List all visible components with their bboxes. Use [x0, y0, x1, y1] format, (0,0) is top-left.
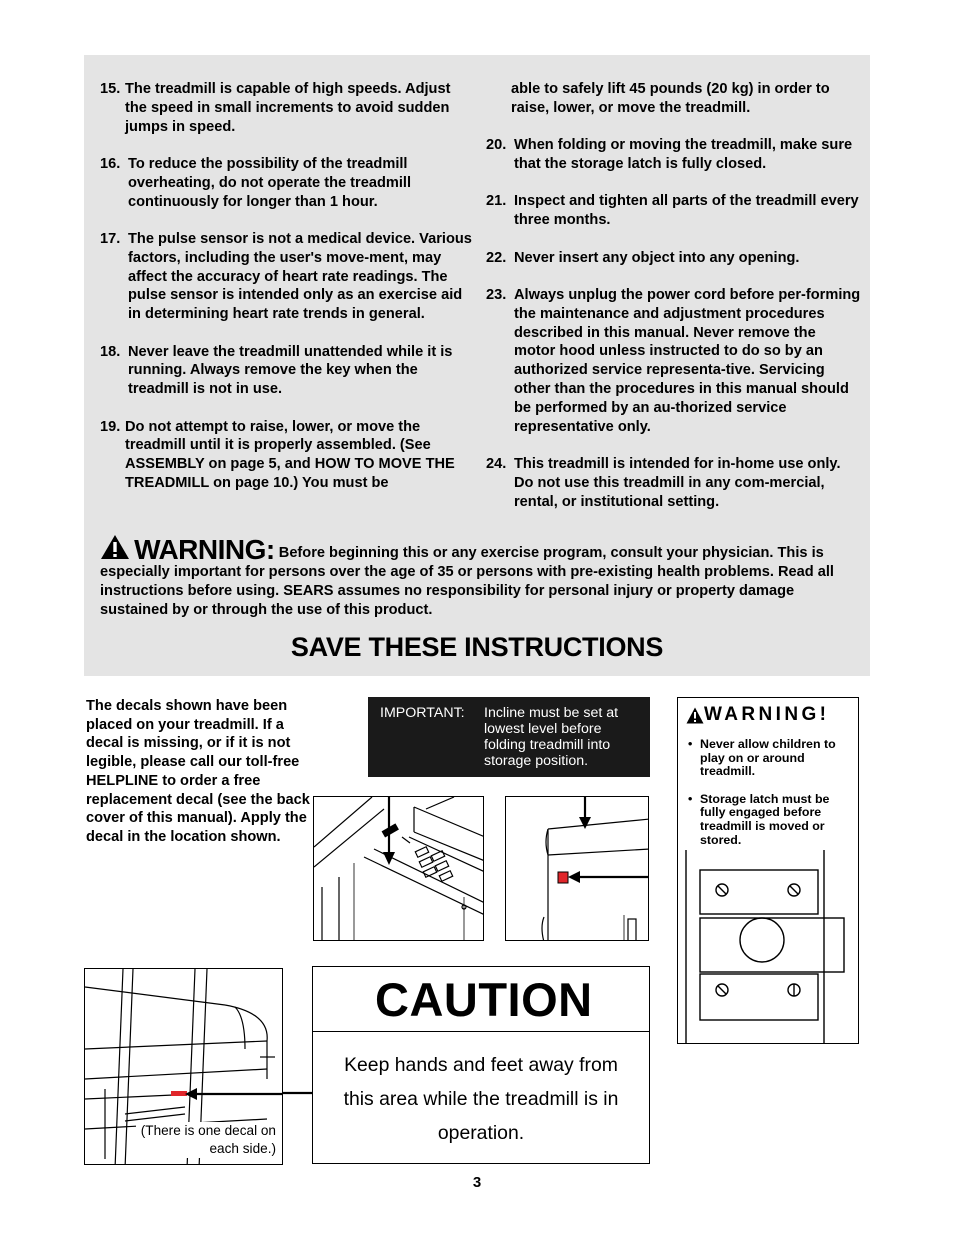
instruction-item — [100, 230, 475, 324]
caution-decal — [312, 966, 650, 1164]
important-label: IMPORTANT: — [380, 705, 465, 721]
instruction-text: Always unplug the power cord before per-forming the maintenance and adjustment procedures described in this manual. Never remove the motor hood unless instructed to do so by an authorized service representa-tive. Servicing other than the procedures in this manual should be performed by an au-thorized service representative only. — [514, 286, 861, 435]
warning-triangle-icon — [686, 707, 704, 724]
console-illustration — [313, 796, 484, 941]
bullet-text: Never allow children to play on or around treadmill. — [700, 737, 836, 779]
caution-text: Keep hands and feet away from this area while the treadmill is in operation. — [343, 1054, 619, 1144]
instruction-number: 23. — [486, 286, 507, 303]
list-item — [688, 738, 856, 779]
frame-illustration — [84, 968, 283, 1165]
instruction-text: To reduce the possibility of the treadmill overheating, do not operate the treadmill continuously for longer than 1 hour. — [128, 155, 411, 210]
page-number: 3 — [472, 1174, 482, 1191]
latch-location-illustration — [505, 796, 649, 941]
instruction-number: 18. — [100, 343, 121, 360]
instruction-text: This treadmill is intended for in-home use only. Do not use this treadmill in any com-mercial, rental, or institutional setting. — [514, 455, 841, 510]
instruction-text: Inspect and tighten all parts of the treadmill every three months. — [514, 193, 859, 229]
caution-pointer-arrow — [283, 1087, 313, 1097]
warning-paragraph — [100, 534, 860, 620]
instruction-number: 24. — [486, 455, 507, 472]
latch-location-drawing — [506, 797, 649, 941]
instruction-number: 16. — [100, 155, 121, 172]
warning-triangle-icon — [100, 534, 130, 560]
instruction-item — [486, 136, 861, 174]
instruction-text: The treadmill is capable of high speeds. Adjust the speed in small increments to avoid sudden jumps in speed. — [125, 81, 451, 135]
instruction-continuation: able to safely lift 45 pounds (20 kg) in order to raise, lower, or move the treadmill. — [511, 81, 830, 116]
instruction-text: Never insert any object into any opening. — [514, 249, 800, 266]
warning-text: Before beginning this or any exercise program, consult your physician. This is especially important for persons over the age of 35 or persons with pre-existing health problems. Read all instructions before using. SEARS assumes no responsibility for personal injury or property damage sustained by or through the use of this product. — [100, 545, 834, 618]
warning-heading: WARNING: — [134, 534, 275, 565]
bullet-icon: • — [688, 737, 693, 751]
bullet-text: Storage latch must be fully engaged before treadmill is moved or stored. — [700, 791, 830, 847]
instruction-text: When folding or moving the treadmill, make sure that the storage latch is fully closed. — [514, 137, 853, 172]
instructions-left-column — [100, 80, 475, 511]
caution-title: CAUTION — [313, 967, 649, 1032]
latch-warning-title: WARNING! — [704, 704, 830, 725]
storage-latch-drawing — [678, 846, 859, 1044]
side-note: (There is one decal on each side.) — [136, 1122, 276, 1158]
instruction-item — [486, 286, 861, 436]
decal-note: The decals shown have been placed on your treadmill. If a decal is missing, or if it is not legible, please call our toll-free HELPLINE to order a free replacement decal (see the back cover of this manual). Apply the decal in the location shown. — [86, 698, 310, 845]
latch-warning-decal — [677, 697, 859, 1044]
instruction-number: 17. — [100, 230, 121, 247]
instruction-text: Do not attempt to raise, lower, or move the treadmill until it is properly assembled. (See ASSEMBLY on page 5, and HOW TO MOVE THE TREADMILL on page 10.) You must be — [125, 418, 455, 491]
instruction-item — [100, 418, 475, 493]
instruction-item — [486, 455, 861, 511]
console-drawing — [314, 797, 484, 941]
bullet-icon: • — [688, 791, 693, 806]
important-decal — [368, 697, 650, 777]
instruction-number: 19. — [100, 418, 121, 435]
instruction-number: 20. — [486, 137, 507, 154]
instruction-text: The pulse sensor is not a medical device. Various factors, including the user's move-ment, may affect the accuracy of heart rate readings. The pulse sensor is intended only as an exercise aid in determining heart rate trends in general. — [128, 230, 472, 323]
instruction-item — [100, 155, 475, 211]
instruction-item — [486, 192, 861, 230]
instruction-number: 21. — [486, 193, 507, 210]
instruction-item — [486, 249, 861, 268]
instruction-item — [100, 343, 475, 399]
important-text: Incline must be set at lowest level before folding treadmill into storage position. — [484, 705, 619, 769]
list-item — [688, 793, 856, 847]
latch-warning-list — [688, 738, 856, 861]
instruction-number: 22. — [486, 249, 507, 266]
instructions-right-column — [486, 80, 861, 530]
instruction-item — [100, 80, 475, 136]
instruction-text: Never leave the treadmill unattended while it is running. Always remove the key when the treadmill is not in use. — [128, 343, 453, 398]
save-instructions-title: SAVE THESE INSTRUCTIONS — [290, 632, 664, 662]
instruction-number: 15. — [100, 81, 121, 97]
